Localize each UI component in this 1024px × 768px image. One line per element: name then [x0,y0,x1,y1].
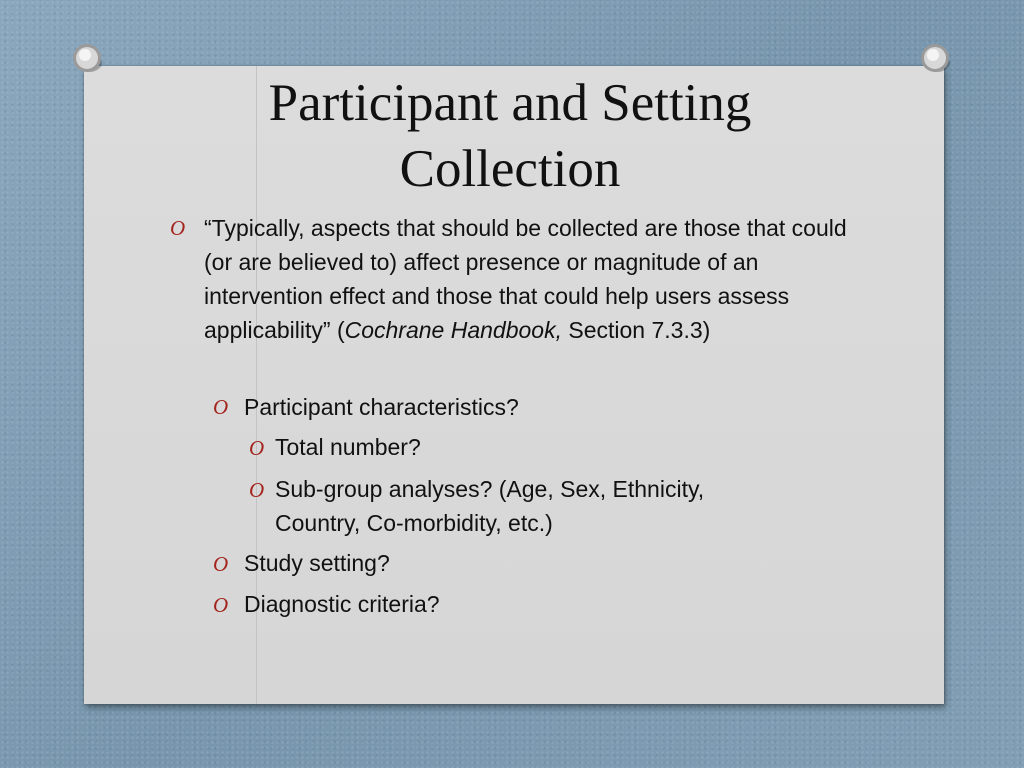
list-item-subgroup-analyses: Sub-group analyses? (Age, Sex, Ethnicity, Country, Co-morbidity, etc.) [275,476,705,536]
bullet-marker: O [170,216,186,240]
list-item-study-setting: Study setting? [244,550,390,576]
bullet-marker: O [213,395,229,419]
list-item-participant-characteristics: Participant characteristics? [244,394,519,420]
bullet-marker: O [213,552,229,576]
bullet-marker: O [213,593,229,617]
pushpin-icon [918,40,954,76]
bullet-marker: O [249,436,265,460]
slide-title-line2: Collection [399,140,621,198]
quote-text: “Typically, aspects that should be collected are those that could (or are believed to) affect presence or magnitude of an intervention effect and those that could help users assess applicability” ( [204,215,847,343]
quote-section: Section 7.3.3) [561,317,711,343]
pushpin-icon [70,40,106,76]
list-item-total-number: Total number? [275,434,421,460]
quote-source-italic: Cochrane Handbook, [344,317,562,343]
slide-title-line1: Participant and Setting [268,74,752,132]
list-item-diagnostic-criteria: Diagnostic criteria? [244,591,440,617]
slide-title [110,70,910,202]
bullet-marker: O [249,478,265,502]
quote-bullet [204,211,854,347]
